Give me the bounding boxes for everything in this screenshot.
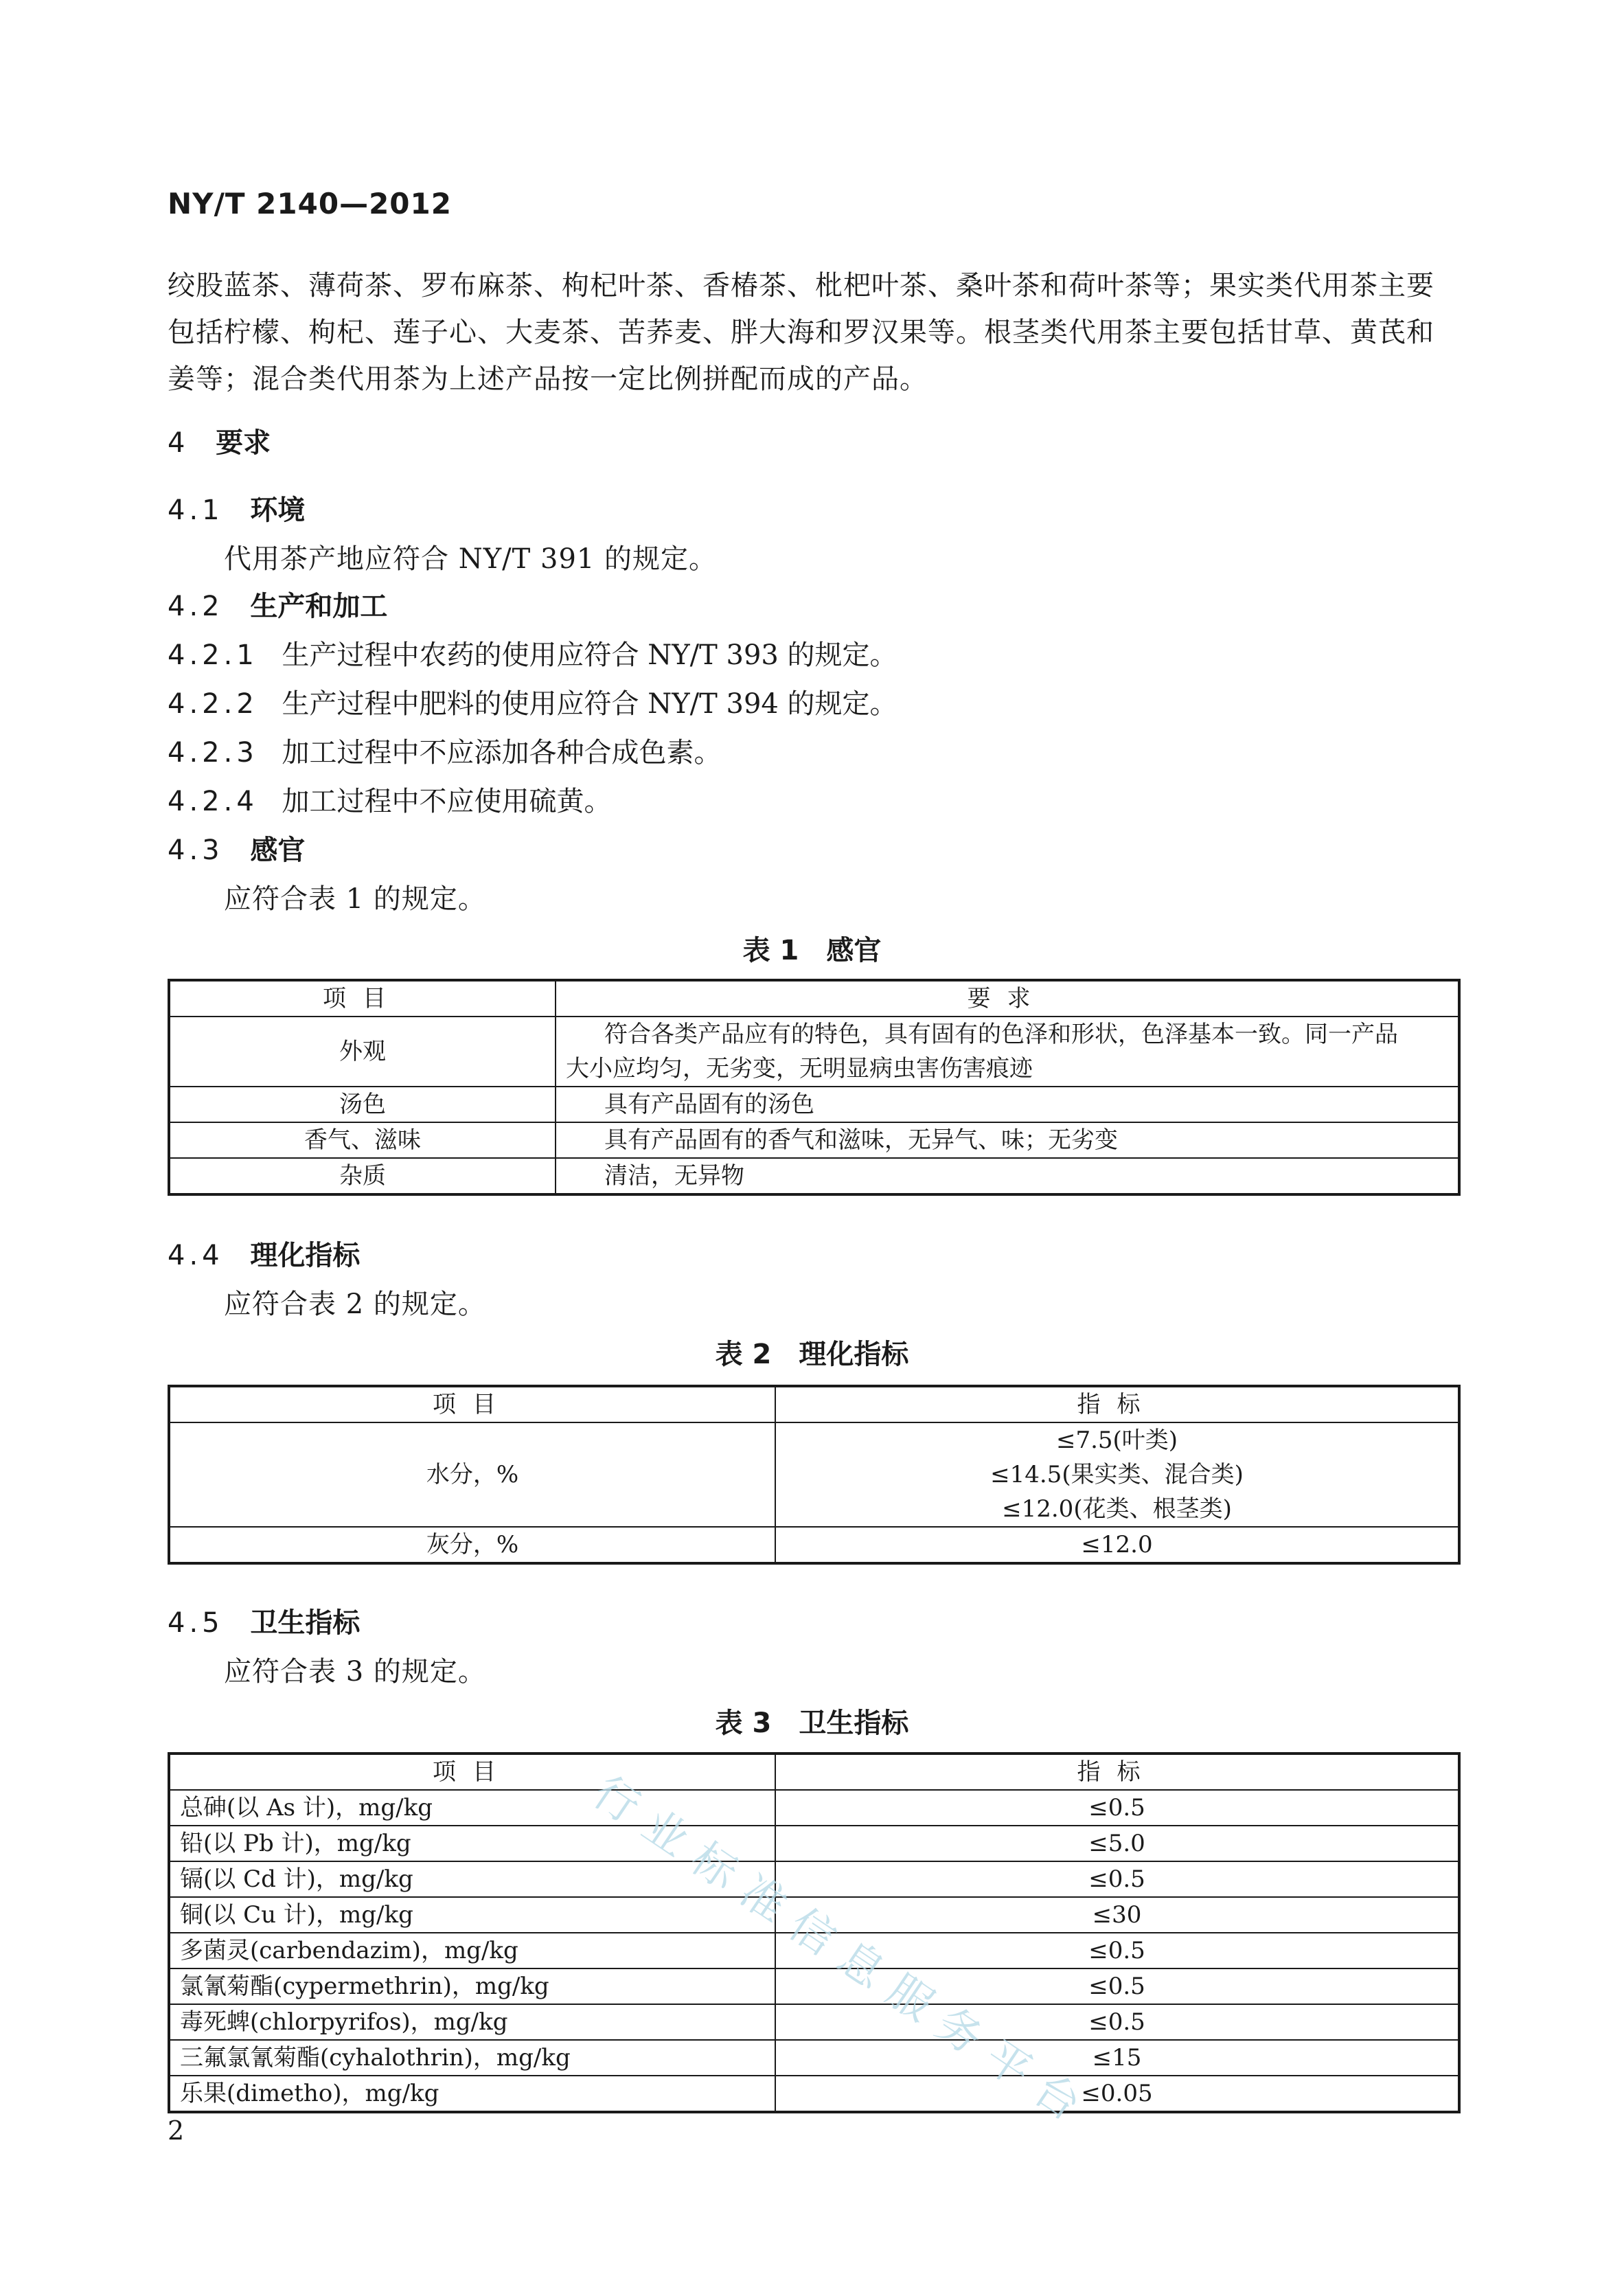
- section-number: 4.2: [168, 591, 224, 622]
- section-number: 4.2.3: [168, 737, 258, 769]
- table-header-row: [169, 980, 1459, 1017]
- row-value: ≤5.0: [775, 1826, 1459, 1861]
- value-line: ≤12.0(花类、根茎类): [1002, 1495, 1232, 1523]
- table-row: [169, 2004, 1459, 2040]
- section-text: 加工过程中不应添加各种合成色素。: [282, 737, 722, 769]
- section-4-2-1: [168, 636, 897, 674]
- section-4-5-heading: [168, 1604, 360, 1642]
- row-value: ≤15: [775, 2040, 1459, 2076]
- section-number: 4.2.4: [168, 786, 258, 817]
- row-item: 铅(以 Pb 计)，mg/kg: [169, 1826, 775, 1861]
- section-title: 生产和加工: [250, 591, 388, 622]
- page-number: 2: [168, 2115, 185, 2146]
- row-requirement: 清洁，无异物: [556, 1158, 1459, 1194]
- row-value: ≤0.5: [775, 1861, 1459, 1897]
- section-text: 加工过程中不应使用硫黄。: [282, 786, 612, 817]
- requirement-line: 大小应均匀，无劣变，无明显病虫害伤害痕迹: [566, 1055, 1033, 1082]
- section-title: 要求: [216, 427, 271, 459]
- requirement-line: 符合各类产品应有的特色，具有固有的色泽和形状，色泽基本一致。同一产品: [604, 1021, 1398, 1048]
- row-item: 总砷(以 As 计)，mg/kg: [169, 1790, 775, 1826]
- section-4-3-heading: [168, 831, 305, 870]
- row-requirement: 具有产品固有的汤色: [556, 1087, 1459, 1122]
- section-title: 理化指标: [250, 1240, 361, 1271]
- table-row: [169, 1422, 1459, 1527]
- table-row: [169, 2040, 1459, 2076]
- table-header-row: [169, 1754, 1459, 1790]
- table-row: [169, 2076, 1459, 2112]
- row-item: 香气、滋味: [169, 1122, 556, 1158]
- section-4-1-heading: [168, 491, 305, 530]
- row-item: 外观: [169, 1017, 556, 1087]
- row-value: ≤0.5: [775, 1933, 1459, 1968]
- section-number: 4.1: [168, 495, 224, 526]
- section-4-5-text: 应符合表 3 的规定。: [224, 1656, 486, 1688]
- table-row: [169, 1826, 1459, 1861]
- row-requirement: [556, 1017, 1459, 1087]
- section-4-4-text: 应符合表 2 的规定。: [224, 1289, 486, 1320]
- section-number: 4: [168, 427, 190, 459]
- section-4-heading: [168, 424, 271, 462]
- table-header-row: [169, 1386, 1459, 1422]
- section-4-3-text: 应符合表 1 的规定。: [224, 883, 486, 915]
- column-header-item: 项目: [169, 1754, 775, 1790]
- row-item: 铜(以 Cu 计)，mg/kg: [169, 1897, 775, 1933]
- row-item: 镉(以 Cd 计)，mg/kg: [169, 1861, 775, 1897]
- section-4-1-text: 代用茶产地应符合 NY/T 391 的规定。: [224, 543, 718, 575]
- row-value: [775, 1422, 1459, 1527]
- section-text: 生产过程中肥料的使用应符合 NY/T 394 的规定。: [282, 688, 897, 720]
- section-number: 4.4: [168, 1240, 224, 1271]
- table-1-caption: 表 1 感官: [742, 935, 882, 966]
- intro-paragraph: 绞股蓝茶、薄荷茶、罗布麻茶、枸杞叶茶、香椿茶、枇杷叶茶、桑叶茶和荷叶茶等；果实类代用茶主要包括柠檬、枸杞、莲子心、大麦茶、苦荞麦、胖大海和罗汉果等。根茎类代用茶主要包括甘草、黄芪和姜等；混合类代用茶为上述产品按一定比例拼配而成的产品。: [168, 270, 1434, 395]
- section-number: 4.3: [168, 835, 224, 866]
- column-header-index: 指标: [775, 1386, 1459, 1422]
- row-item: 多菌灵(carbendazim)，mg/kg: [169, 1933, 775, 1968]
- watermark: 行业标准信息服务平台: [584, 1767, 1102, 2140]
- row-value: ≤12.0: [775, 1527, 1459, 1563]
- row-value: ≤0.5: [775, 1790, 1459, 1826]
- section-title: 感官: [250, 835, 306, 866]
- column-header-requirement: 要求: [556, 980, 1459, 1017]
- row-item: 三氟氯氰菊酯(cyhalothrin)，mg/kg: [169, 2040, 775, 2076]
- row-item: 氯氰菊酯(cypermethrin)，mg/kg: [169, 1968, 775, 2004]
- section-text: 生产过程中农药的使用应符合 NY/T 393 的规定。: [282, 639, 897, 671]
- row-value: ≤30: [775, 1897, 1459, 1933]
- section-4-4-heading: [168, 1236, 360, 1275]
- section-title: 卫生指标: [250, 1607, 361, 1639]
- section-number: 4.5: [168, 1607, 224, 1639]
- table-2-physicochemical: [168, 1385, 1461, 1565]
- table-3-caption: 表 3 卫生指标: [715, 1707, 909, 1739]
- table-row: [169, 1017, 1459, 1087]
- section-4-2-3: [168, 734, 722, 772]
- table-row: [169, 1122, 1459, 1158]
- table-1-sensory: [168, 979, 1461, 1196]
- row-item: 杂质: [169, 1158, 556, 1194]
- row-item: 水分，%: [169, 1422, 775, 1527]
- section-number: 4.2.1: [168, 639, 258, 671]
- table-row: [169, 1790, 1459, 1826]
- table-row: [169, 1527, 1459, 1563]
- section-number: 4.2.2: [168, 688, 258, 720]
- table-row: [169, 1087, 1459, 1122]
- table-row: [169, 1158, 1459, 1194]
- column-header-item: 项目: [169, 1386, 775, 1422]
- row-item: 毒死蜱(chlorpyrifos)，mg/kg: [169, 2004, 775, 2040]
- value-line: ≤7.5(叶类): [1055, 1427, 1178, 1454]
- table-2-caption: 表 2 理化指标: [715, 1339, 909, 1370]
- standard-code-header: NY/T 2140—2012: [168, 187, 452, 220]
- row-value: ≤0.05: [775, 2076, 1459, 2112]
- section-4-2-4: [168, 782, 612, 821]
- column-header-item: 项目: [169, 980, 556, 1017]
- row-value: ≤0.5: [775, 2004, 1459, 2040]
- section-4-2-2: [168, 685, 897, 723]
- row-value: ≤0.5: [775, 1968, 1459, 2004]
- row-item: 乐果(dimetho)，mg/kg: [169, 2076, 775, 2112]
- row-requirement: 具有产品固有的香气和滋味，无异气、味；无劣变: [556, 1122, 1459, 1158]
- value-line: ≤14.5(果实类、混合类): [990, 1461, 1244, 1488]
- section-title: 环境: [250, 495, 306, 526]
- row-item: 灰分，%: [169, 1527, 775, 1563]
- row-item: 汤色: [169, 1087, 556, 1122]
- section-4-2-heading: [168, 587, 387, 626]
- column-header-index: 指标: [775, 1754, 1459, 1790]
- table-row: [169, 1968, 1459, 2004]
